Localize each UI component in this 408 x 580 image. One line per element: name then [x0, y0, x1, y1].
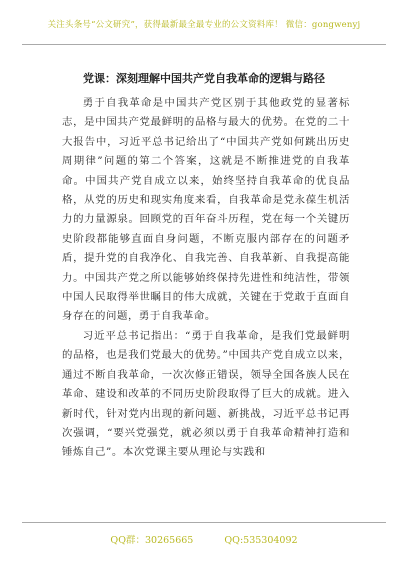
footer-qq-group: QQ群：30265665 [110, 535, 194, 546]
footer-divider [22, 522, 386, 523]
header-divider [22, 44, 386, 45]
body-paragraph-2: 习近平总书记指出：“勇于自我革命，是我们党最鲜明的品格，也是我们党最大的优势。”中国共产党自成立以来，通过不断自我革命，一次次修正错误，领导全国各族人民在革命、建设和改革的不同历史阶段取得了巨大的成就。进入新时代，针对党内出现的新问题、新挑战，习近平总书记再次强调，“要兴党强党，就必须以勇于自我革命精神打造和锤炼自己”。本次党课主要从理论与实践和 [62, 329, 350, 459]
document-title: 党课：深刻理解中国共产党自我革命的逻辑与路径 [83, 72, 325, 85]
document-body [62, 94, 350, 463]
footer-qq: QQ:535304092 [224, 535, 298, 546]
page-footer [0, 532, 408, 546]
body-paragraph-1: 勇于自我革命是中国共产党区别于其他政党的显著标志，是中国共产党最鲜明的品格与最大的优势。在党的二十大报告中，习近平总书记给出了“中国共产党如何跳出历史周期律”问题的第二个答案，这就是不断推进党的自我革命。中国共产党自成立以来，始终坚持自我革命的优良品格，从党的历史和现实角度来看，自我革命是党永葆生机活力的力量源泉。回顾党的百年奋斗历程，党在每一个关键历史阶段都能够直面自身问题，不断克服内部存在的问题矛盾，提升党的自我净化、自我完善、自我革新、自我提高能力。中国共产党之所以能够始终保持先进性和纯洁性，带领中国人民取得举世瞩目的伟大成就，关键在于党敢于直面自身存在的问题，勇于自我革命。 [62, 97, 350, 323]
page-header: 关注头条号“公文研究”，获得最新最全最专业的公文资料库！ 微信：gongwenyj [47, 20, 361, 30]
